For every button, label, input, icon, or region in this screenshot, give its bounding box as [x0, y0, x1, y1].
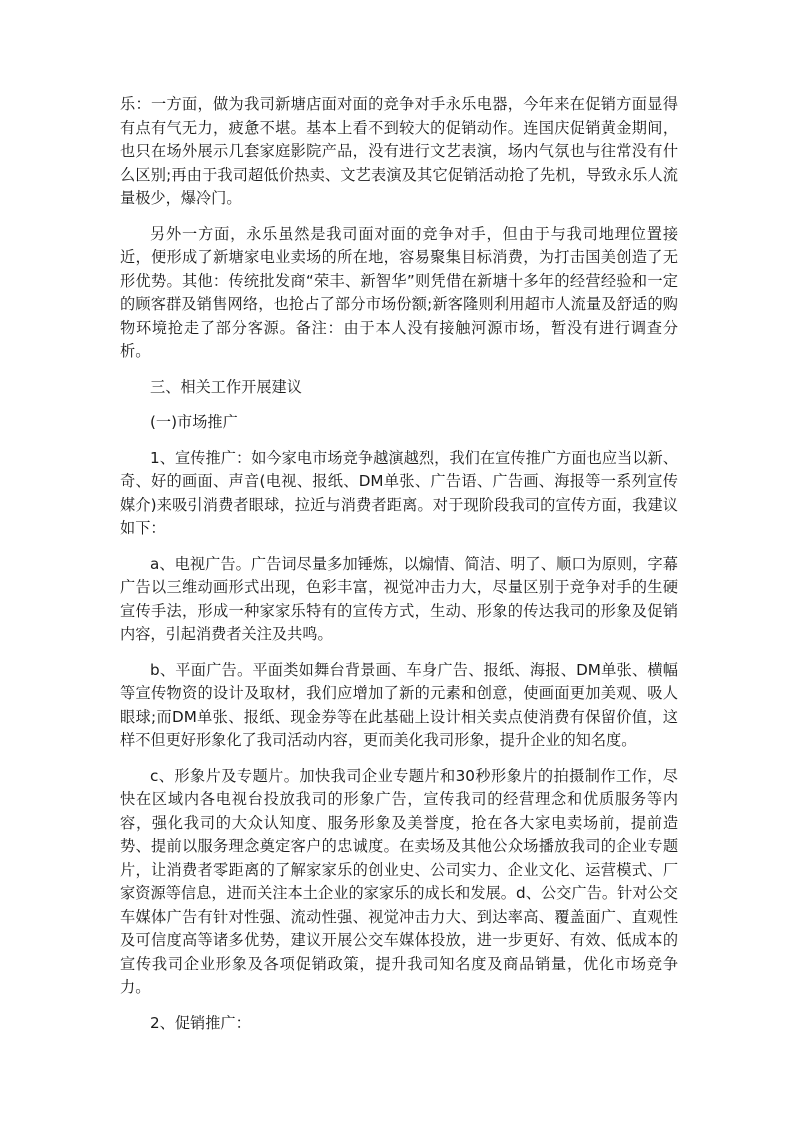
- section-heading-suggestions: 三、相关工作开展建议: [150, 377, 302, 396]
- paragraph-print-ads: b、平面广告。平面类如舞台背景画、车身广告、报纸、海报、DM单张、横幅等宣传物资的设计及取材，我们应增加了新的元素和创意，使画面更加美观、吸人眼球;而DM单张、报纸、现金券等在此基础上设计相关卖点使消费有保留价值，这样不但更好形象化了我司活动内容，更而美化我司形象，提升企业的知名度。: [120, 660, 678, 749]
- paragraph-competitor-other: 另外一方面，永乐虽然是我司面对面的竞争对手，但由于与我司地理位置接近，便形成了新塘家电业卖场的所在地，容易聚集目标消费，为打击国美创造了无形优势。其他：传统批发商“荣丰、新智华”则凭借在新塘十多年的经营经验和一定的顾客群及销售网络，也抢占了部分市场份额;新客隆则利用超市人流量及舒适的购物环境抢走了部分客源。备注：由于本人没有接触河源市场，暂没有进行调查分析。: [120, 224, 678, 360]
- subsection-heading-market-promotion: (一)市场推广: [150, 413, 238, 431]
- paragraph-image-films: c、形象片及专题片。加快我司企业专题片和30秒形象片的拍摄制作工作，尽快在区域内各电视台投放我司的形象广告，宣传我司的经营理念和优质服务等内容，强化我司的大众认知度、服务形象及美誉度，抢在各大家电卖场前，提前造势、提前以服务理念奠定客户的忠诚度。在卖场及其他公众场播放我司的企业专题片，让消费者零距离的了解家家乐的创业史、公司实力、企业文化、运营模式、厂家资源等信息，进而关注本土企业的家家乐的成长和发展。d、公交广告。针对公交车媒体广告有针对性强、流动性强、视觉冲击力大、到达率高、覆盖面广、直观性及可信度高等诸多优势，建议开展公交车媒体投放，进一步更好、有效、低成本的宣传我司企业形象及各项促销政策，提升我司知名度及商品销量，优化市场竞争力。: [120, 766, 678, 996]
- paragraph-sales-promotion-heading: 2、促销推广：: [150, 1013, 251, 1032]
- paragraph-tv-ads: a、电视广告。广告词尽量多加锤炼，以煽情、简洁、明了、顺口为原则，字幕广告以三维动画形式出现，色彩丰富，视觉冲击力大，尽量区别于竞争对手的生硬宣传手法，形成一种家家乐特有的宣传方式，生动、形象的传达我司的形象及促销内容，引起消费者关注及共鸣。: [120, 554, 678, 643]
- document-page: [120, 93, 678, 1035]
- paragraph-publicity-promotion: 1、宣传推广：如今家电市场竞争越演越烈，我们在宣传推广方面也应当以新、奇、好的画面、声音(电视、报纸、DM单张、广告语、广告画、海报等一系列宣传媒介)来吸引消费者眼球，拉近与消费者距离。对于现阶段我司的宣传方面，我建议如下：: [120, 448, 678, 537]
- paragraph-competitor-yongle: 乐：一方面，做为我司新塘店面对面的竞争对手永乐电器，今年来在促销方面显得有点有气无力，疲惫不堪。基本上看不到较大的促销动作。连国庆促销黄金期间，也只在场外展示几套家庭影院产品，没有进行文艺表演，场内气氛也与往常没有什么区别;再由于我司超低价热卖、文艺表演及其它促销活动抢了先机，导致永乐人流量极少，爆冷门。: [120, 95, 678, 207]
